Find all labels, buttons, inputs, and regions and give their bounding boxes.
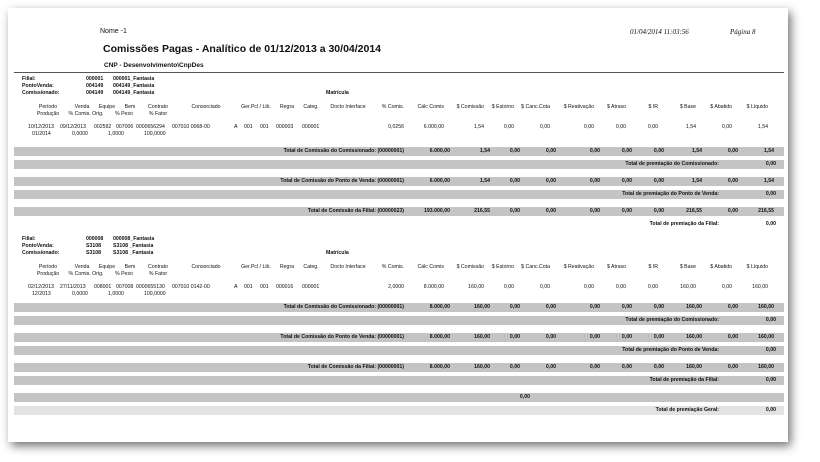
- report-cnp: CNP - Desenvolvimento\CnpDes: [104, 62, 204, 69]
- column-header: Regra: [279, 264, 295, 270]
- total-label: Total de Comissão do Comissionado: (00000001): [283, 304, 404, 310]
- premiacao-value: 0,00: [765, 347, 776, 353]
- matricula-label: Matrícula: [326, 90, 349, 96]
- column-header: Cálc Comis: [417, 104, 444, 110]
- detail-reativ: 0,00: [583, 124, 594, 130]
- detail-calc: 6.000,00: [423, 124, 444, 130]
- total-calc: 193.000,00: [424, 208, 450, 214]
- total-ir: 0,00: [653, 364, 664, 370]
- total-ponto-band-2: [14, 333, 784, 342]
- detail-reativ: 0,00: [583, 284, 594, 290]
- total-atraso: 0,00: [621, 304, 632, 310]
- column-header: Contrato: [148, 104, 168, 110]
- column-header: Categ.: [303, 264, 319, 270]
- total-liquido: 1,54: [763, 148, 774, 154]
- total-filial-band-2: [14, 363, 784, 372]
- total-calc: 8.000,00: [429, 304, 450, 310]
- column-header: $ IR: [648, 264, 658, 270]
- column-header: $ Estorno: [491, 104, 514, 110]
- premiacao-value: 0,00: [765, 221, 776, 227]
- detail-canc: 0,00: [539, 284, 550, 290]
- premiacao-label: Total de premiação do Comissionado:: [625, 317, 719, 323]
- premiacao-filial-band-1: [14, 220, 784, 229]
- premiacao-value: 0,00: [765, 317, 776, 323]
- total-comissao: 160,00: [474, 364, 490, 370]
- total-estorno: 0,00: [509, 208, 520, 214]
- total-abatido: 0,00: [727, 304, 738, 310]
- column-header: $ Estorno: [491, 264, 514, 270]
- detail-fator: 100,0000: [144, 131, 166, 137]
- detail-bem: 007006: [116, 124, 134, 130]
- column-header: Produção: [36, 111, 60, 117]
- detail-peso: 1,0000: [108, 291, 124, 297]
- premiacao-comissionado-band-2: [14, 316, 784, 325]
- total-reativ: 0,00: [589, 178, 600, 184]
- detail-abatido: 0,00: [721, 284, 732, 290]
- total-filial-band-1: [14, 207, 784, 216]
- comissionado-label: Comissionado:: [22, 90, 60, 96]
- column-header: $ Atraso: [606, 104, 626, 110]
- premiacao-filial-band-2: [14, 376, 784, 385]
- column-header: % Comis.: [381, 264, 404, 270]
- comissionado-code: 004149: [86, 90, 104, 96]
- detail-equipe: 008001: [94, 284, 112, 290]
- total-ir: 0,00: [653, 148, 664, 154]
- filial-name: 000008_Fantasia: [113, 236, 155, 242]
- premiacao-geral-label: Total de premiação Geral:: [655, 407, 719, 413]
- detail-producao: 12/2013: [32, 291, 51, 297]
- premiacao-geral-value: 0,00: [765, 407, 776, 413]
- column-header: % Comis. Orig.: [68, 271, 104, 277]
- total-estorno: 0,00: [509, 304, 520, 310]
- column-header: $ Líquido: [746, 264, 768, 270]
- column-header: Contrato: [148, 264, 168, 270]
- detail-categ: 000016: [276, 284, 294, 290]
- column-header: $ Base: [679, 104, 696, 110]
- total-base: 160,00: [686, 304, 702, 310]
- column-header: % Comis. Orig.: [68, 111, 104, 117]
- total-abatido: 0,00: [727, 334, 738, 340]
- report-user-name: Nome -1: [100, 28, 127, 35]
- total-calc: 8.000,00: [429, 364, 450, 370]
- total-atraso: 0,00: [621, 334, 632, 340]
- total-ponto-band-1: [14, 177, 784, 186]
- total-comissao: 216,55: [474, 208, 490, 214]
- column-header: Consorciado: [191, 104, 221, 110]
- column-header: Produção: [36, 271, 60, 277]
- detail-ir: 0,00: [647, 284, 658, 290]
- filial-code: 000001: [86, 76, 104, 82]
- detail-base: 160,00: [680, 284, 696, 290]
- column-header: Equipe: [98, 264, 116, 270]
- total-canc: 0,00: [545, 148, 556, 154]
- total-canc: 0,00: [545, 208, 556, 214]
- column-header: Bem: [124, 104, 136, 110]
- column-header: $ IR: [648, 104, 658, 110]
- column-header: Equipe: [98, 104, 116, 110]
- total-label: Total de Comissão do Ponto de Venda: (00000001): [280, 178, 404, 184]
- total-canc: 0,00: [545, 364, 556, 370]
- total-ir: 0,00: [653, 208, 664, 214]
- column-header: $ Líquido: [746, 104, 768, 110]
- ponto-code: 004149: [86, 83, 104, 89]
- total-estorno: 0,00: [509, 334, 520, 340]
- total-label: Total de Comissão do Comissionado: (00000001): [283, 148, 404, 154]
- column-header: $ Abatido: [710, 264, 732, 270]
- detail-periodo: 02/12/2013: [28, 284, 54, 290]
- column-header: Ger.Pcl / Lib.: [241, 264, 271, 270]
- detail-estorno: 0,00: [503, 124, 514, 130]
- column-header: % Peso: [115, 271, 133, 277]
- column-header: % Comis.: [381, 104, 404, 110]
- comissionado-name: 004149_Fantasia: [113, 90, 155, 96]
- total-calc: 8.000,00: [429, 334, 450, 340]
- detail-estorno: 0,00: [503, 284, 514, 290]
- detail-docto: 000001: [302, 124, 320, 130]
- geral-total-band: [14, 393, 784, 402]
- comissionado-label: Comissionado:: [22, 250, 60, 256]
- column-header: $ Reativação: [563, 264, 594, 270]
- total-ir: 0,00: [653, 334, 664, 340]
- total-liquido: 160,00: [758, 304, 774, 310]
- column-header: Cálc Comis: [417, 264, 444, 270]
- detail-regra: 001: [260, 124, 269, 130]
- ponto-code: S3108: [86, 243, 102, 249]
- detail-comis: 0,0256: [388, 124, 404, 130]
- column-header: Docto Interface: [330, 264, 366, 270]
- detail-gerpcl: A: [234, 284, 238, 290]
- total-liquido: 216,55: [758, 208, 774, 214]
- total-abatido: 0,00: [727, 208, 738, 214]
- column-header: Bem: [124, 264, 136, 270]
- total-base: 216,55: [686, 208, 702, 214]
- column-header: Período: [38, 264, 58, 270]
- premiacao-label: Total de premiação da Filial:: [649, 377, 719, 383]
- detail-docto: 000001: [302, 284, 320, 290]
- column-header: $ Abatido: [710, 104, 732, 110]
- total-estorno: 0,00: [509, 178, 520, 184]
- detail-regra: 001: [260, 284, 269, 290]
- column-header: Consorciado: [191, 264, 221, 270]
- premiacao-label: Total de premiação do Comissionado:: [625, 161, 719, 167]
- detail-abatido: 0,00: [721, 124, 732, 130]
- detail-consorciado: 007010 0142-00: [172, 284, 210, 290]
- total-reativ: 0,00: [589, 304, 600, 310]
- detail-contrato: 0000655130: [136, 284, 165, 290]
- column-header: $ Reativação: [563, 104, 594, 110]
- column-header: % Fator: [148, 111, 168, 117]
- detail-lib: 001: [244, 124, 253, 130]
- detail-contrato: 0000656294: [136, 124, 165, 130]
- total-atraso: 0,00: [621, 148, 632, 154]
- column-header: $ Base: [679, 264, 696, 270]
- column-header: % Peso: [115, 111, 133, 117]
- total-comissao: 1,54: [479, 148, 490, 154]
- report-title: Comissões Pagas - Analítico de 01/12/2013 a 30/04/2014: [103, 43, 382, 55]
- total-atraso: 0,00: [621, 178, 632, 184]
- comissionado-name: S3108 _Fantasia: [113, 250, 154, 256]
- column-header: $ Comissão: [456, 264, 484, 270]
- column-header: Categ.: [303, 104, 319, 110]
- premiacao-value: 0,00: [765, 161, 776, 167]
- premiacao-value: 0,00: [765, 191, 776, 197]
- premiacao-value: 0,00: [765, 377, 776, 383]
- detail-liquido: 160,00: [752, 284, 768, 290]
- premiacao-comissionado-band-1: [14, 160, 784, 169]
- column-header: % Fator: [148, 271, 168, 277]
- total-abatido: 0,00: [727, 148, 738, 154]
- premiacao-ponto-band-1: [14, 190, 784, 199]
- total-reativ: 0,00: [589, 148, 600, 154]
- premiacao-label: Total de premiação do Ponto de Venda:: [622, 347, 719, 353]
- column-header: Período: [38, 104, 58, 110]
- detail-comissao: 160,00: [468, 284, 484, 290]
- total-liquido: 160,00: [758, 334, 774, 340]
- detail-categ: 000003: [276, 124, 294, 130]
- total-estorno: 0,00: [509, 148, 520, 154]
- total-reativ: 0,00: [589, 334, 600, 340]
- detail-atraso: 0,00: [615, 124, 626, 130]
- detail-comis_orig: 0,0000: [72, 291, 88, 297]
- premiacao-label: Total de premiação da Filial:: [649, 221, 719, 227]
- total-abatido: 0,00: [727, 364, 738, 370]
- report-page: [8, 8, 788, 442]
- total-liquido: 1,54: [763, 178, 774, 184]
- detail-liquido: 1,54: [757, 124, 768, 130]
- detail-atraso: 0,00: [615, 284, 626, 290]
- total-reativ: 0,00: [589, 364, 600, 370]
- column-header: $ Atraso: [606, 264, 626, 270]
- report-datetime: 01/04/2014 11:03:56: [630, 28, 689, 36]
- total-canc: 0,00: [545, 304, 556, 310]
- detail-lib: 001: [244, 284, 253, 290]
- filial-label: Filial:: [22, 76, 36, 82]
- report-page-number: Página 8: [730, 28, 756, 36]
- detail-comis: 2,0000: [388, 284, 404, 290]
- column-header: Venda: [74, 104, 90, 110]
- total-canc: 0,00: [545, 334, 556, 340]
- total-canc: 0,00: [545, 178, 556, 184]
- column-header: $ Comissão: [456, 104, 484, 110]
- total-ir: 0,00: [653, 178, 664, 184]
- comissionado-code: S3108: [86, 250, 102, 256]
- total-ir: 0,00: [653, 304, 664, 310]
- detail-venda: 09/12/2013: [60, 124, 86, 130]
- section-1-info: [22, 76, 182, 98]
- total-comissao: 160,00: [474, 334, 490, 340]
- detail-ir: 0,00: [647, 124, 658, 130]
- total-label: Total de Comissão do Ponto de Venda: (00000001): [280, 334, 404, 340]
- total-comissao: 1,54: [479, 178, 490, 184]
- premiacao-geral-band: [14, 406, 784, 415]
- filial-name: 000001_Fantasia: [113, 76, 155, 82]
- total-atraso: 0,00: [621, 364, 632, 370]
- ponto-name: 004149_Fantasia: [113, 83, 155, 89]
- geral-reativacao: 0,00: [519, 394, 530, 400]
- total-label: Total de Comissão da Filial: (00000001): [307, 364, 404, 370]
- filial-code: 000008: [86, 236, 104, 242]
- total-label: Total de Comissão da Filial: (00000023): [307, 208, 404, 214]
- detail-comissao: 1,54: [473, 124, 484, 130]
- detail-venda: 27/11/2013: [60, 284, 86, 290]
- detail-producao: 01/2014: [32, 131, 51, 137]
- premiacao-ponto-band-2: [14, 346, 784, 355]
- detail-base: 1,54: [685, 124, 696, 130]
- detail-periodo: 10/12/2013: [28, 124, 54, 130]
- detail-peso: 1,0000: [108, 131, 124, 137]
- total-abatido: 0,00: [727, 178, 738, 184]
- detail-gerpcl: A: [234, 124, 238, 130]
- column-header: $ Canc.Cota: [521, 264, 550, 270]
- detail-equipe: 002592: [94, 124, 112, 130]
- detail-bem: 007008: [116, 284, 134, 290]
- ponto-label: PontoVenda:: [22, 83, 54, 89]
- total-estorno: 0,00: [509, 364, 520, 370]
- detail-comis_orig: 0,0000: [72, 131, 88, 137]
- ponto-name: S3108 _Fantasia: [113, 243, 154, 249]
- total-liquido: 160,00: [758, 364, 774, 370]
- matricula-label: Matrícula: [326, 250, 349, 256]
- total-base: 1,54: [691, 178, 702, 184]
- total-reativ: 0,00: [589, 208, 600, 214]
- total-comissao: 160,00: [474, 304, 490, 310]
- total-base: 160,00: [686, 334, 702, 340]
- detail-consorciado: 007010 0068-00: [172, 124, 210, 130]
- column-header: Venda: [74, 264, 90, 270]
- total-comissionado-band-2: [14, 303, 784, 312]
- column-header: Regra: [279, 104, 295, 110]
- total-atraso: 0,00: [621, 208, 632, 214]
- column-header: Ger.Pcl / Lib.: [241, 104, 271, 110]
- total-base: 160,00: [686, 364, 702, 370]
- column-header: Docto Interface: [330, 104, 366, 110]
- column-header: $ Canc.Cota: [521, 104, 550, 110]
- section-2-info: [22, 236, 182, 258]
- detail-canc: 0,00: [539, 124, 550, 130]
- header-divider: [14, 72, 784, 73]
- total-calc: 6.000,00: [429, 148, 450, 154]
- total-comissionado-band-1: [14, 147, 784, 156]
- total-calc: 6.000,00: [429, 178, 450, 184]
- detail-calc: 8.000,00: [423, 284, 444, 290]
- detail-fator: 100,0000: [144, 291, 166, 297]
- ponto-label: PontoVenda:: [22, 243, 54, 249]
- premiacao-label: Total de premiação do Ponto de Venda:: [622, 191, 719, 197]
- filial-label: Filial:: [22, 236, 36, 242]
- total-base: 1,54: [691, 148, 702, 154]
